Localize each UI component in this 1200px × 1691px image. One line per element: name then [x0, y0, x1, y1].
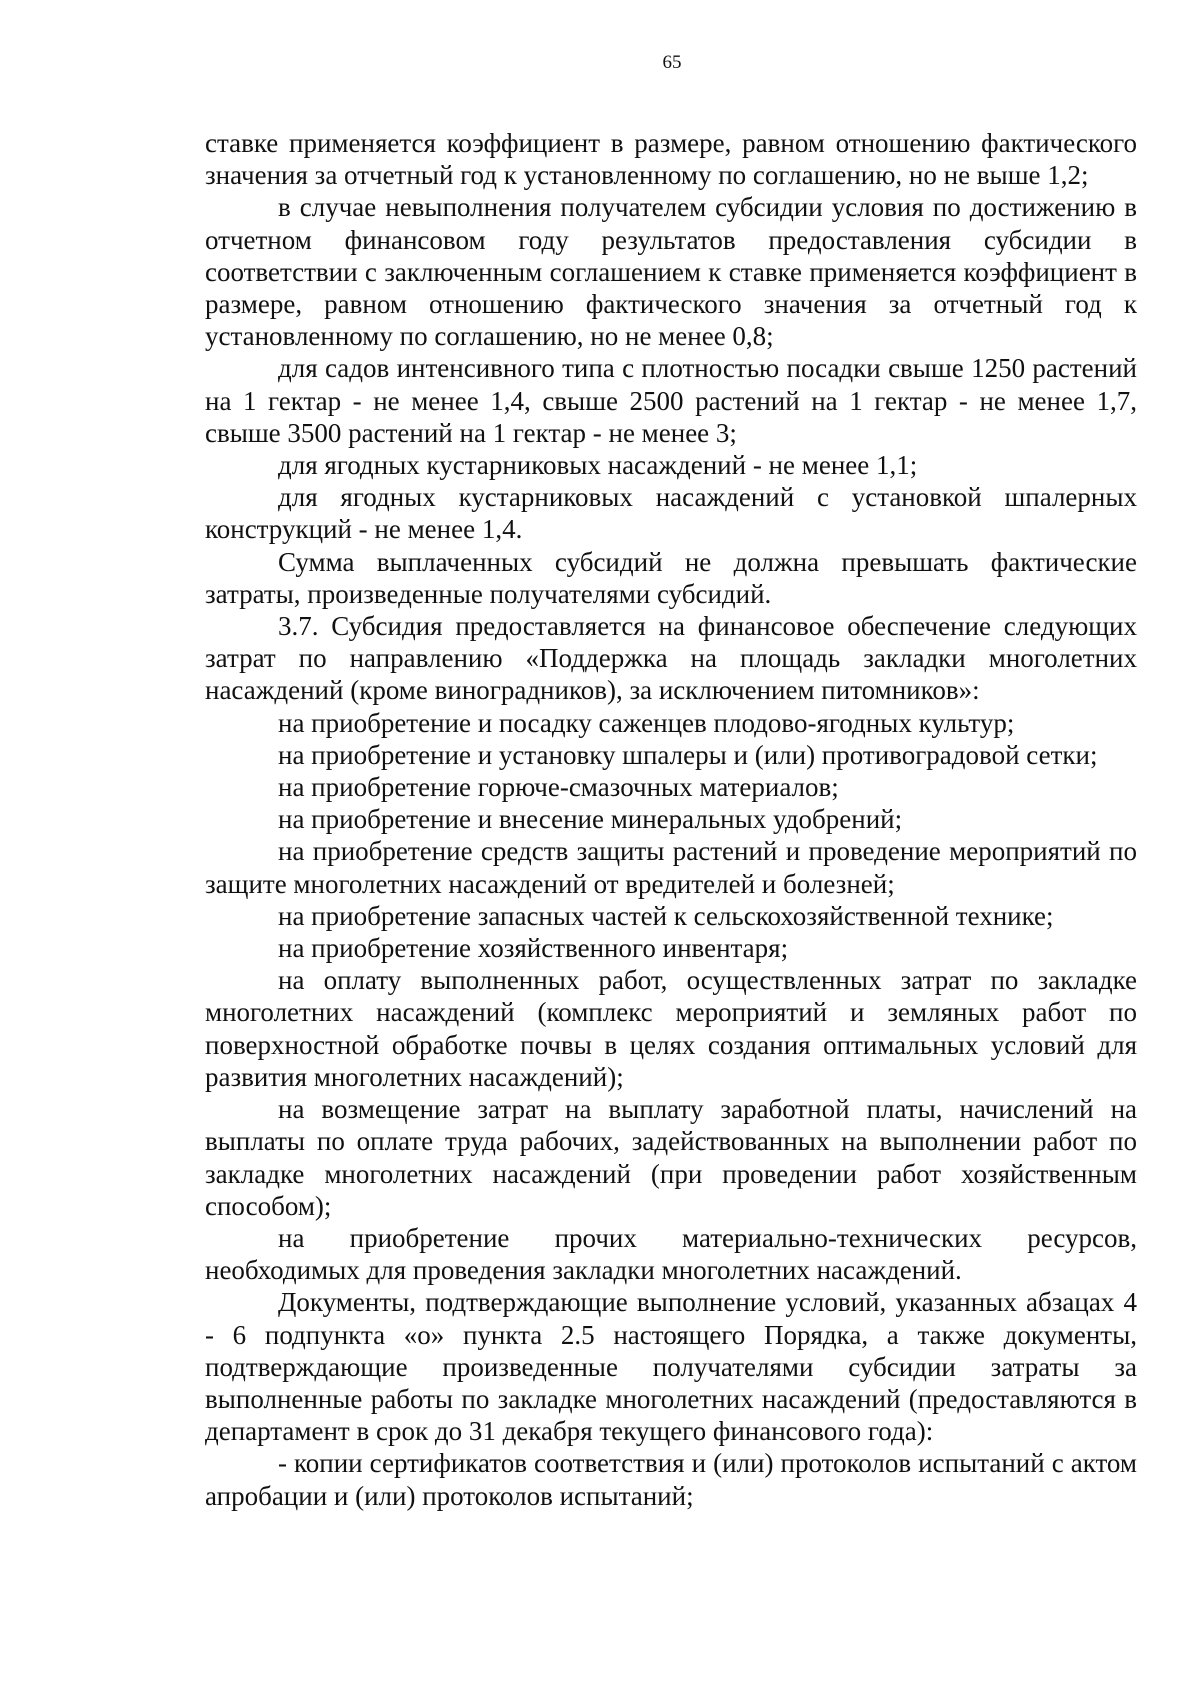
page-number: 65: [662, 52, 682, 73]
list-item-inventory: на приобретение хозяйственного инвентаря;: [278, 933, 789, 964]
list-item-fertilizers: на приобретение и внесение минеральных удобрений;: [278, 804, 903, 835]
paragraph-section-3-7: 3.7. Субсидия предоставляется на финансовое обеспечение следующих затрат по направлению «Поддержка на площадь закладки многолетних насаждений (кроме виноградников), за исключением питомников»:: [205, 611, 1137, 706]
paragraph-coefficient-floor: в случае невыполнения получателем субсидии условия по достижению в отчетном финансовом году результатов предоставления субсидии в соответствии с заключенным соглашением к ставке применяется коэффициент в размере, равном отношению фактического значения за отчетный год к установленному по соглашению, но не менее 0,8;: [205, 192, 1137, 352]
list-item-planting-works: на оплату выполненных работ, осуществленных затрат по закладке многолетних насаждений (комплекс мероприятий и земляных работ по поверхностной обработке почвы в целях создания оптимальных условий для развития многолетних насаждений);: [205, 965, 1137, 1092]
list-item-trellis-net: на приобретение и установку шпалеры и (или) противоградовой сетки;: [278, 739, 1098, 770]
list-item-fuel: на приобретение горюче-смазочных материалов;: [278, 772, 839, 803]
list-item-spare-parts: на приобретение запасных частей к сельскохозяйственной технике;: [278, 900, 1054, 931]
paragraph-intensive-gardens: для садов интенсивного типа с плотностью посадки свыше 1250 растений на 1 гектар - не менее 1,4, свыше 2500 растений на 1 гектар - не менее 1,7, свыше 3500 растений на 1 гектар - не менее 3;: [205, 353, 1137, 448]
list-item-certificates: - копии сертификатов соответствия и (или) протоколов испытаний с актом апробации и (или) протоколов испытаний;: [205, 1448, 1137, 1511]
list-item-wages: на возмещение затрат на выплату заработной платы, начислений на выплаты по оплате труда рабочих, задействованных на выполнении работ по закладке многолетних насаждений (при проведении работ хозяйственным способом);: [205, 1094, 1137, 1221]
list-item-other-resources: на приобретение прочих материально-технических ресурсов, необходимых для проведения закладки многолетних насаждений.: [205, 1222, 1137, 1286]
list-item-seedlings: на приобретение и посадку саженцев плодово-ягодных культур;: [278, 707, 1015, 738]
paragraph-berry-trellis: для ягодных кустарниковых насаждений с установкой шпалерных конструкций - не менее 1,4.: [205, 482, 1137, 545]
list-item-plant-protection: на приобретение средств защиты растений и проведение мероприятий по защите многолетних насаждений от вредителей и болезней;: [205, 836, 1137, 899]
paragraph-coefficient-cap: ставке применяется коэффициент в размере, равном отношению фактического значения за отчетный год к установленному по соглашению, но не выше 1,2;: [205, 128, 1137, 191]
document-body: [205, 127, 1137, 1512]
paragraph-subsidy-sum: Сумма выплаченных субсидий не должна превышать фактические затраты, произведенные получателями субсидий.: [205, 546, 1137, 609]
paragraph-documents: Документы, подтверждающие выполнение условий, указанных абзацах 4 - 6 подпункта «о» пункта 2.5 настоящего Порядка, а также документы, подтверждающие произведенные получателями субсидии затраты за выполненные работы по закладке многолетних насаждений (предоставляются в департамент в срок до 31 декабря текущего финансового года):: [205, 1287, 1137, 1447]
paragraph-berry-bushes: для ягодных кустарниковых насаждений - не менее 1,1;: [278, 450, 918, 481]
